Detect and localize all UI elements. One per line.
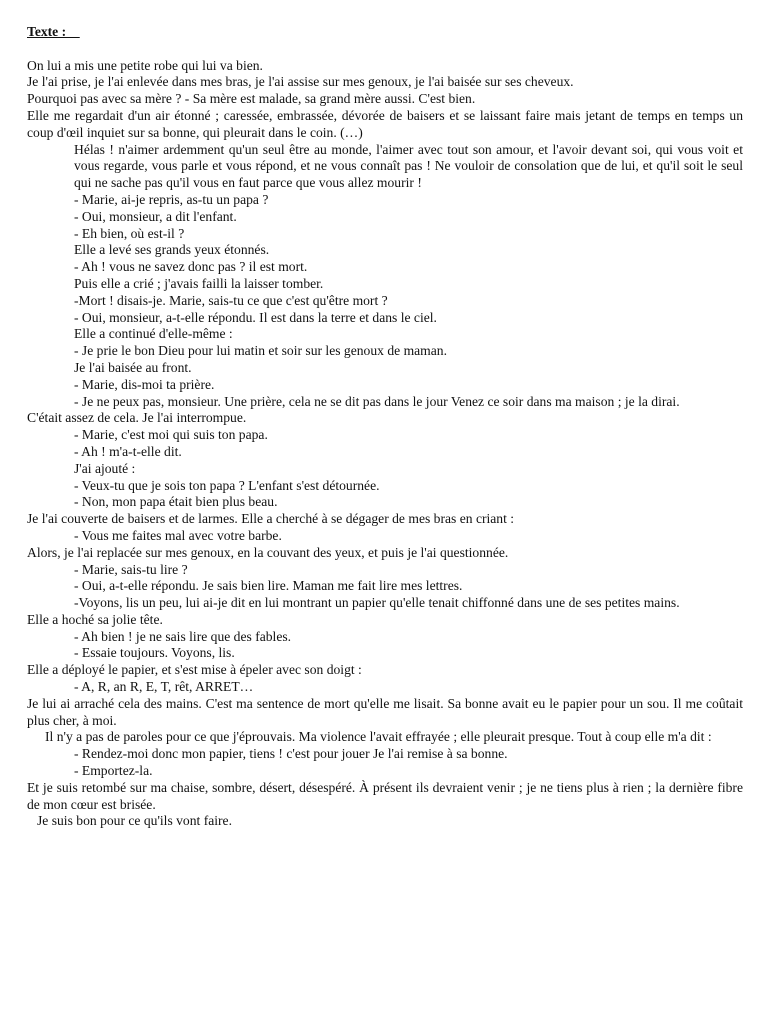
document-body [27,24,743,830]
paragraph: Elle a hoché sa jolie tête. [27,611,163,627]
paragraph: Alors, je l'ai replacée sur mes genoux, en la couvant des yeux, et puis je l'ai questionnée. [27,544,509,560]
paragraph: C'était assez de cela. Je l'ai interrompue. [27,410,247,426]
paragraph: Elle a levé ses grands yeux étonnés. [74,242,270,258]
paragraph: - Non, mon papa était bien plus beau. [74,494,278,510]
paragraph: - Essaie toujours. Voyons, lis. [74,645,235,661]
paragraph: - Marie, ai-je repris, as-tu un papa ? [74,191,269,207]
paragraph: - Marie, dis-moi ta prière. [74,376,215,392]
paragraph: J'ai ajouté : [74,460,136,476]
paragraph: - Je ne peux pas, monsieur. Une prière, cela ne se dit pas dans le jour Venez ce soir dans ma maison ; je la dirai. [74,393,680,409]
paragraph: - Emportez-la. [74,763,153,779]
paragraph: Je l'ai prise, je l'ai enlevée dans mes bras, je l'ai assise sur mes genoux, je l'ai baisée sur ses cheveux. [27,74,574,90]
paragraph: - Ah bien ! je ne sais lire que des fables. [74,628,292,644]
paragraph: - Je prie le bon Dieu pour lui matin et soir sur les genoux de maman. [74,343,447,359]
paragraph: - A, R, an R, E, T, rêt, ARRET… [74,679,254,695]
paragraph: Je l'ai couverte de baisers et de larmes. Elle a cherché à se dégager de mes bras en criant : [27,511,515,527]
paragraph: Et je suis retombé sur ma chaise, sombre, désert, désespéré. À présent ils devraient venir ; je ne tiens plus à rien ; la dernière fibre de mon cœur est brisée. [27,779,743,812]
paragraph: - Eh bien, où est-il ? [74,225,185,241]
paragraph: -Mort ! disais-je. Marie, sais-tu ce que c'est qu'être mort ? [74,292,388,308]
blank-line [27,41,743,58]
paragraph: - Oui, monsieur, a-t-elle répondu. Il est dans la terre et dans le ciel. [74,309,437,325]
paragraph: Pourquoi pas avec sa mère ? - Sa mère est malade, sa grand mère aussi. C'est bien. [27,91,476,107]
paragraph: - Oui, a-t-elle répondu. Je sais bien lire. Maman me fait lire mes lettres. [74,578,463,594]
paragraph: Il n'y a pas de paroles pour ce que j'éprouvais. Ma violence l'avait effrayée ; elle pleurait presque. Tout à coup elle m'a dit : [45,729,712,745]
paragraph-list [27,58,743,831]
paragraph: - Rendez-moi donc mon papier, tiens ! c'est pour jouer Je l'ai remise à sa bonne. [74,746,508,762]
paragraph: - Marie, c'est moi qui suis ton papa. [74,427,268,443]
paragraph: - Marie, sais-tu lire ? [74,561,188,577]
paragraph: Hélas ! n'aimer ardemment qu'un seul être au monde, l'aimer avec tout son amour, et l'avoir devant soi, qui vous voit et vous regarde, vous parle et vous répond, et ne vous connaît pas ! Ne vouloir de consolation que de lui, et qu'il soit le seul qui ne sache pas qu'il vous en faut parce que vous allez mourir ! [74,141,743,191]
document-title: Texte : [27,24,80,39]
paragraph: On lui a mis une petite robe qui lui va bien. [27,57,263,73]
paragraph: - Veux-tu que je sois ton papa ? L'enfant s'est détournée. [74,477,380,493]
paragraph: - Vous me faites mal avec votre barbe. [74,527,282,543]
paragraph: - Ah ! vous ne savez donc pas ? il est mort. [74,259,308,275]
paragraph: Je lui ai arraché cela des mains. C'est ma sentence de mort qu'elle me lisait. Sa bonne avait eu le papier pour un sou. Il me coûtait plus cher, à moi. [27,695,743,728]
paragraph: - Oui, monsieur, a dit l'enfant. [74,208,237,224]
paragraph: Je l'ai baisée au front. [74,359,192,375]
paragraph: Puis elle a crié ; j'avais failli la laisser tomber. [74,275,324,291]
paragraph: - Ah ! m'a-t-elle dit. [74,443,182,459]
paragraph: Je suis bon pour ce qu'ils vont faire. [37,813,232,829]
paragraph: -Voyons, lis un peu, lui ai-je dit en lui montrant un papier qu'elle tenait chiffonné dans une de ses petites mains. [74,595,680,611]
paragraph: Elle a continué d'elle-même : [74,326,233,342]
paragraph: Elle me regardait d'un air étonné ; caressée, embrassée, dévorée de baisers et se laissant faire mais jetant de temps en temps un coup d'œil inquiet sur sa bonne, qui pleurait dans le coin. (…) [27,107,743,140]
paragraph: Elle a déployé le papier, et s'est mise à épeler avec son doigt : [27,662,362,678]
